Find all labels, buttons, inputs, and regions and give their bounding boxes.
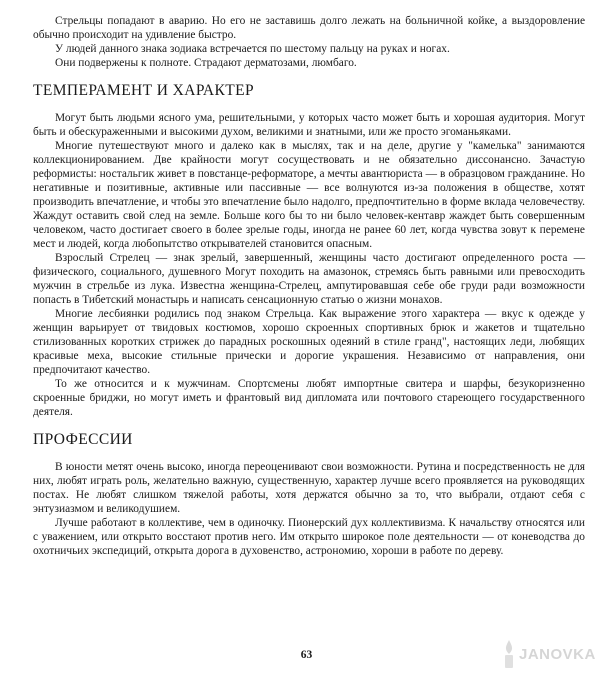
temperament-paragraph-5: То же относится и к мужчинам. Спортсмены любят импортные свитера и шарфы, безукоризненно скроенные бриджи, но могут иметь и франтовый вид дипломата или почтового стареющего государственного деятеля. bbox=[33, 378, 585, 418]
temperament-paragraph-4: Многие лесбиянки родились под знаком Стрельца. Как выражение этого характера — вкус к одежде у женщин варьирует от твидовых костюмов, хорошо скроенных спортивных брюк и жакетов и тщательно стилизованных коротких стрижек до парадных роскошных одеяний в стиле гранд", настоящих леди, любящих красивые меха, высокие стильные прически и дорогие украшения. Независимо от направления, они предпочитают качество. bbox=[33, 308, 585, 376]
intro-paragraph-2: У людей данного знака зодиака встречается по шестому пальцу на руках и ногах. bbox=[55, 43, 450, 55]
temperament-paragraph-1: Могут быть людьми ясного ума, решительными, у которых часто может быть и хорошая аудитория. Могут быть и обескураженными и высокими духом, великими и знатными, или же просто эгоманьяками. bbox=[33, 112, 585, 138]
temperament-paragraph-2: Многие путешествуют много и далеко как в мыслях, так и на деле, другие у "камелька" занимаются коллекционированием. Две крайности могут сосуществовать и не обязательно диссонансно. Зачастую реформисты: ностальгик живет в повстанце-реформаторе, а мечты авантюриста — в образцовом гражданине. Но негативные и позитивные, активные или пассивные — все волнуются из-за положения в обществе, хотят производить впечатление, и чтобы это впечатление было надолго, предпочтительно в форме вклада человечеству. Жаждут оставить свой след на земле. Больше кого бы то ни было человек-кентавр жаждет быть совершенным человеком, часто достигает своего в более зрелые годы, иногда не ранее 60 лет, когда чувства зовут к перемене мест и людей, когда любопытство открывателей становится опасным. bbox=[33, 140, 585, 250]
section-heading-professions: ПРОФЕССИИ bbox=[33, 431, 133, 448]
temperament-paragraph-3: Взрослый Стрелец — знак зрелый, завершенный, женщины часто достигают определенного роста — физического, социального, душевного Могут походить на амазонок, стремясь быть равными или превосходить мужчин в стрельбе из лука. Известна женщина-Стрелец, ампутировавшая себе обе груди ради возможности попасть в Тибетский монастырь и написать сенсационную статью о жизни монахов. bbox=[33, 252, 585, 306]
candle-icon bbox=[497, 638, 521, 670]
page-body bbox=[33, 14, 585, 558]
intro-paragraph-3: Они подвержены к полноте. Страдают дерматозами, люмбаго. bbox=[55, 57, 357, 69]
watermark-logo bbox=[497, 636, 607, 676]
page-number: 63 bbox=[300, 649, 313, 661]
watermark-text: JANOVKA bbox=[519, 646, 596, 663]
professions-paragraph-1: В юности метят очень высоко, иногда переоценивают свои возможности. Рутина и посредственность не для них, любят играть роль, желательно важную, существенную, характер лучше всего проявляется на руководящих постах. Не любят слишком тяжелой работы, хотя держатся обычно за то, что выбрали, отдают себя с энтузиазмом и великодушием. bbox=[33, 461, 585, 515]
section-heading-temperament: ТЕМПЕРАМЕНТ И ХАРАКТЕР bbox=[33, 82, 254, 99]
professions-paragraph-2: Лучше работают в коллективе, чем в одиночку. Пионерский дух коллективизма. К начальству относятся или с уважением, или открыто восстают против него. Им открыто широкое поле деятельности — от коневодства до охотничьих экспедиций, открыта дорога в духовенство, астрономию, хороши в работе по дереву. bbox=[33, 517, 585, 557]
intro-paragraph-1: Стрельцы попадают в аварию. Но его не заставишь долго лежать на больничной койке, а выздоровление обычно происходит на удивление быстро. bbox=[33, 15, 585, 41]
